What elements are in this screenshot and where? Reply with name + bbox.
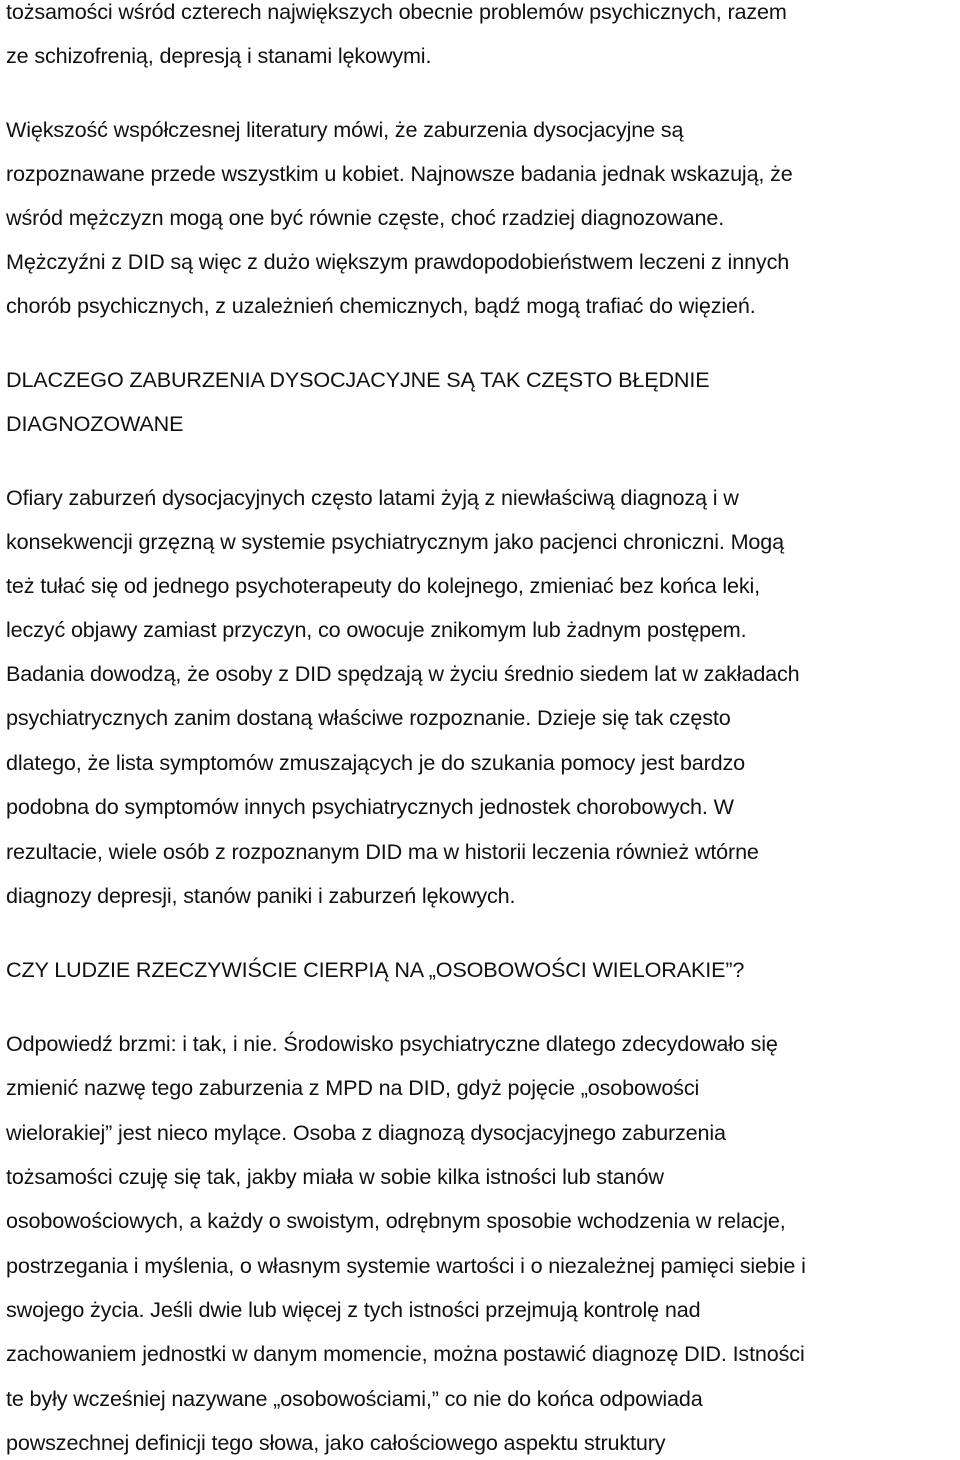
text-line: tożsamości czuję się tak, jakby miała w sobie kilka istności lub stanów [6,1164,664,1189]
text-line: zmienić nazwę tego zaburzenia z MPD na DID, gdyż pojęcie „osobowości [6,1075,700,1100]
text-line: Ofiary zaburzeń dysocjacyjnych często latami żyją z niewłaściwą diagnozą i w [6,485,739,510]
text-line: ze schizofrenią, depresją i stanami lękowymi. [6,43,432,68]
text-line: wielorakiej” jest nieco mylące. Osoba z diagnozą dysocjacyjnego zaburzenia [6,1120,726,1145]
text-line: Mężczyźni z DID są więc z dużo większym prawdopodobieństwem leczeni z innych [6,249,790,274]
text-line: Większość współczesnej literatury mówi, że zaburzenia dysocjacyjne są [6,117,684,142]
section-heading: CZY LUDZIE RZECZYWIŚCIE CIERPIĄ NA „OSOBOWOŚCI WIELORAKIE”? [6,957,745,982]
text-line: te były wcześniej nazywane „osobowościami,” co nie do końca odpowiada [6,1386,703,1411]
text-line: swojego życia. Jeśli dwie lub więcej z tych istności przejmują kontrolę nad [6,1297,701,1322]
text-line: tożsamości wśród czterech największych obecnie problemów psychicznych, razem [6,0,787,24]
text-line: zachowaniem jednostki w danym momencie, można postawić diagnozę DID. Istności [6,1341,805,1366]
text-line: postrzegania i myślenia, o własnym systemie wartości i o niezależnej pamięci siebie i [6,1253,806,1278]
text-line: też tułać się od jednego psychoterapeuty do kolejnego, zmieniać bez końca leki, [6,573,761,598]
text-line: dlatego, że lista symptomów zmuszających je do szukania pomocy jest bardzo [6,750,746,775]
text-line: osobowościowych, a każdy o swoistym, odrębnym sposobie wchodzenia w relacje, [6,1208,786,1233]
text-line: psychiatrycznych zanim dostaną właściwe rozpoznanie. Dzieje się tak często [6,705,731,730]
text-line: chorób psychicznych, z uzależnień chemicznych, bądź mogą trafiać do więzień. [6,293,756,318]
section-heading: DIAGNOZOWANE [6,411,184,436]
text-line: rozpoznawane przede wszystkim u kobiet. Najnowsze badania jednak wskazują, że [6,161,793,186]
text-line: podobna do symptomów innych psychiatrycznych jednostek chorobowych. W [6,794,734,819]
text-line: Badania dowodzą, że osoby z DID spędzają w życiu średnio siedem lat w zakładach [6,661,800,686]
text-line: leczyć objawy zamiast przyczyn, co owocuje znikomym lub żadnym postępem. [6,617,747,642]
text-line: rezultacie, wiele osób z rozpoznanym DID ma w historii leczenia również wtórne [6,839,759,864]
text-line: konsekwencji grzęzną w systemie psychiatrycznym jako pacjenci chroniczni. Mogą [6,529,784,554]
text-line: diagnozy depresji, stanów paniki i zaburzeń lękowych. [6,883,516,908]
text-line: wśród mężczyzn mogą one być równie częste, choć rzadziej diagnozowane. [6,205,725,230]
section-heading: DLACZEGO ZABURZENIA DYSOCJACYJNE SĄ TAK CZĘSTO BŁĘDNIE [6,367,710,392]
text-line: powszechnej definicji tego słowa, jako całościowego aspektu struktury [6,1430,666,1455]
text-line: Odpowiedź brzmi: i tak, i nie. Środowisko psychiatryczne dlatego zdecydowało się [6,1031,778,1056]
